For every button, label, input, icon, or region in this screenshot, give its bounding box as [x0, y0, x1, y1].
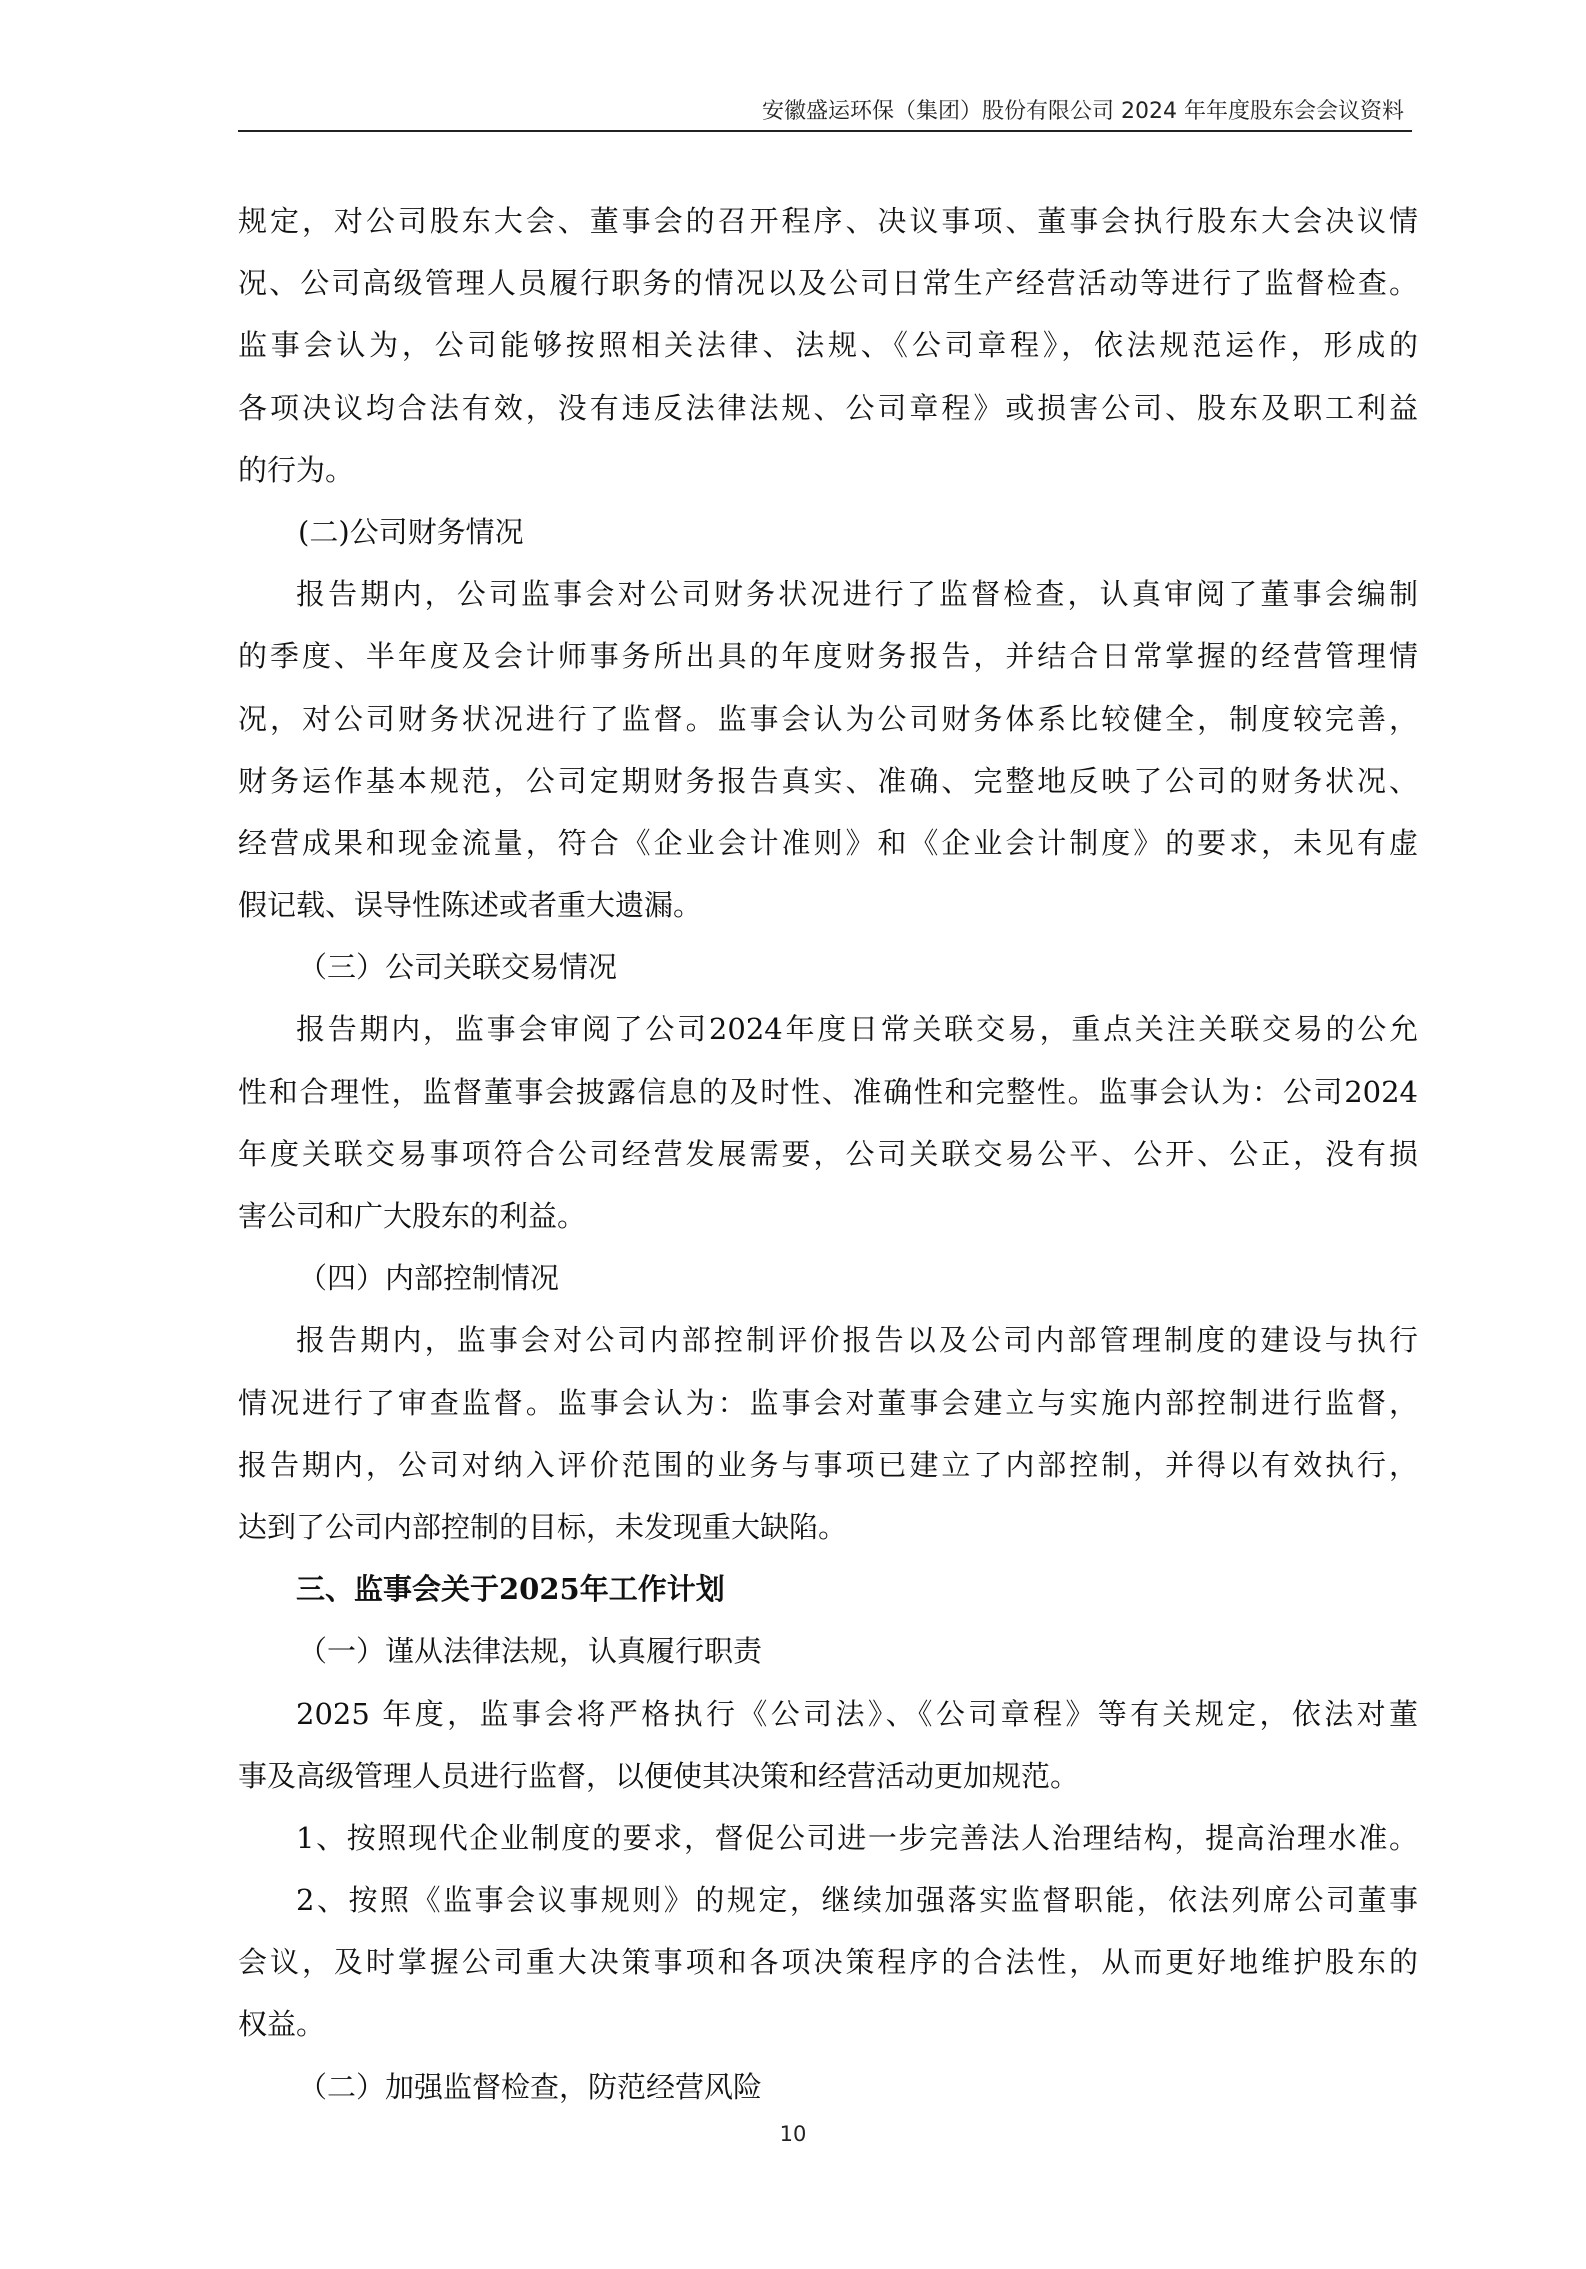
- paragraph-line: 报告期内，监事会对公司内部控制评价报告以及公司内部管理制度的建设与执行: [296, 1323, 1418, 1358]
- section-heading: （一）谨从法律法规，认真履行职责: [298, 1634, 763, 1669]
- header-title: 安徽盛运环保（集团）股份有限公司 2024 年年度股东会会议资料: [762, 99, 1404, 124]
- paragraph-line: 况、公司高级管理人员履行职务的情况以及公司日常生产经营活动等进行了监督检查。: [238, 266, 1418, 301]
- section-heading: (二)公司财务情况: [298, 514, 524, 549]
- section-heading: （三）公司关联交易情况: [298, 950, 618, 985]
- document-body: [238, 190, 1418, 2118]
- page-header: [238, 88, 1412, 132]
- paragraph-line: 监事会认为，公司能够按照相关法律、法规、《公司章程》，依法规范运作，形成的: [238, 328, 1418, 363]
- paragraph-line: 年度关联交易事项符合公司经营发展需要，公司关联交易公平、公开、公正，没有损: [238, 1136, 1418, 1171]
- section-heading: （二）加强监督检查，防范经营风险: [298, 2069, 763, 2104]
- paragraph-line: 报告期内，公司监事会对公司财务状况进行了监督检查，认真审阅了董事会编制: [296, 577, 1418, 612]
- paragraph-line: 2、按照《监事会议事规则》的规定，继续加强落实监督职能，依法列席公司董事: [296, 1883, 1418, 1918]
- paragraph-line: 2025 年度，监事会将严格执行《公司法》、《公司章程》等有关规定，依法对董: [296, 1696, 1418, 1731]
- paragraph-line: 报告期内，公司对纳入评价范围的业务与事项已建立了内部控制，并得以有效执行，: [238, 1447, 1418, 1482]
- section-heading: （四）内部控制情况: [298, 1261, 560, 1296]
- paragraph-line: 假记载、误导性陈述或者重大遗漏。: [238, 888, 703, 923]
- paragraph-line: 各项决议均合法有效，没有违反法律法规、公司章程》或损害公司、股东及职工利益: [238, 390, 1418, 425]
- paragraph-line: 报告期内，监事会审阅了公司2024年度日常关联交易，重点关注关联交易的公允: [296, 1012, 1418, 1047]
- paragraph-line: 害公司和广大股东的利益。: [238, 1199, 587, 1233]
- page-number: 10: [779, 2122, 807, 2146]
- paragraph-line: 情况进行了审查监督。监事会认为：监事会对董事会建立与实施内部控制进行监督，: [238, 1385, 1418, 1420]
- paragraph-line: 况，对公司财务状况进行了监督。监事会认为公司财务体系比较健全，制度较完善，: [238, 701, 1418, 736]
- paragraph-line: 财务运作基本规范，公司定期财务报告真实、准确、完整地反映了公司的财务状况、: [238, 763, 1418, 798]
- paragraph-line: 性和合理性，监督董事会披露信息的及时性、准确性和完整性。监事会认为：公司2024: [238, 1074, 1418, 1109]
- paragraph-line: 规定，对公司股东大会、董事会的召开程序、决议事项、董事会执行股东大会决议情: [238, 204, 1418, 238]
- paragraph-line: 经营成果和现金流量，符合《企业会计准则》和《企业会计制度》的要求，未见有虚: [238, 825, 1418, 860]
- paragraph-line: 1、按照现代企业制度的要求，督促公司进一步完善法人治理结构，提高治理水准。: [296, 1820, 1418, 1855]
- paragraph-line: 达到了公司内部控制的目标，未发现重大缺陷。: [238, 1509, 848, 1544]
- paragraph-line: 会议，及时掌握公司重大决策事项和各项决策程序的合法性，从而更好地维护股东的: [238, 1945, 1418, 1980]
- paragraph-line: 的行为。: [238, 452, 355, 487]
- chapter-heading: 三、监事会关于2025年工作计划: [296, 1572, 725, 1607]
- paragraph-line: 权益。: [238, 2007, 326, 2042]
- paragraph-line: 的季度、半年度及会计师事务所出具的年度财务报告，并结合日常掌握的经营管理情: [238, 639, 1418, 674]
- paragraph-line: 事及高级管理人员进行监督，以便使其决策和经营活动更加规范。: [238, 1758, 1080, 1793]
